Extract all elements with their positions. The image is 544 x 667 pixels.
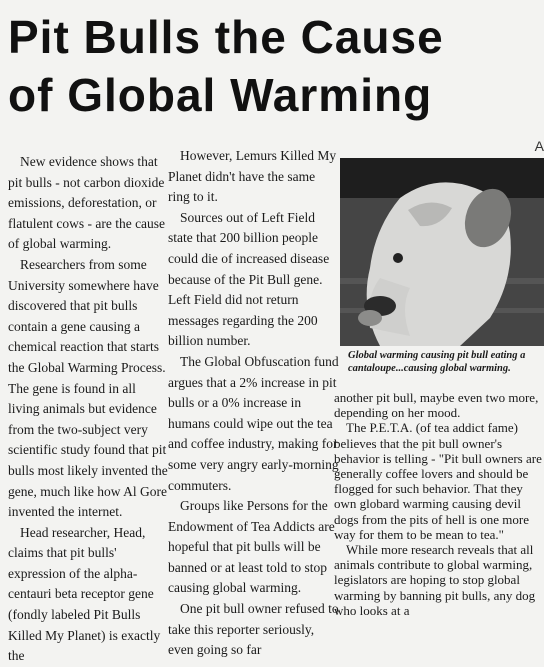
paragraph: The Global Obfuscation fund argues that a 2% increase in pit bulls or a 0% increase in humans could wipe out the tea and coffee industry, making for some very angry early-morning commuters. — [168, 353, 339, 493]
article-column-2 — [168, 146, 340, 661]
paragraph: Researchers from some University somewhere have discovered that pit bulls contain a gene causing a chemical reaction that starts the Global Warming Process. The gene is found in all living animals but evidence from the two-subject very scientific study found that pit bulls most likely invented the gene, much like how Al Gore invented the internet. — [8, 256, 168, 520]
article-column-1 — [8, 152, 168, 667]
edge-mark: A — [534, 138, 544, 154]
paragraph: While more research reveals that all animals contribute to global warming, legislators are hoping to stop global warming by banning pit bulls, any dog who looks at a — [334, 542, 536, 618]
dog-photo — [340, 158, 544, 346]
paragraph: Head researcher, Head, claims that pit bulls' expression of the alpha-centauri beta receptor gene (fondly labeled Pit Bulls Killed My Planet) is exactly the — [8, 524, 161, 664]
article-headline — [8, 8, 538, 124]
headline-line-1: Pit Bulls the Cause — [8, 11, 444, 63]
paragraph: One pit bull owner refused to take this reporter seriously, even going so far — [168, 601, 339, 658]
paragraph: Groups like Persons for the Endowment of Tea Addicts are hopeful that pit bulls will be banned or at least told to stop causing global warming. — [168, 498, 335, 596]
paragraph: Sources out of Left Field state that 200 billion people could die of increased disease because of the Pit Bull gene. Left Field did not return messages regarding the 200 billion number. — [168, 209, 330, 349]
paragraph: However, Lemurs Killed My Planet didn't have the same ring to it. — [168, 148, 337, 205]
paragraph: The P.E.T.A. (of tea addict fame) believes that the pit bull owner's behavior is telling - "Pit bull owners are generally coffee lovers and should be flogged for such behavior. That they own globard warming causing devil dogs from the pits of hell is one more way for them to be mean to tea." — [334, 420, 542, 542]
paragraph: New evidence shows that pit bulls - not carbon dioxide emissions, deforestation, or flatulent cows - are the cause of global warming. — [8, 154, 166, 252]
headline-line-2: of Global Warming — [8, 69, 433, 121]
dog-photo-icon — [340, 158, 544, 346]
article-column-3 — [334, 390, 544, 618]
photo-caption: Global warming causing pit bull eating a cantaloupe...causing global warming. — [348, 350, 526, 374]
paragraph: another pit bull, maybe even two more, depending on her mood. — [334, 390, 539, 421]
